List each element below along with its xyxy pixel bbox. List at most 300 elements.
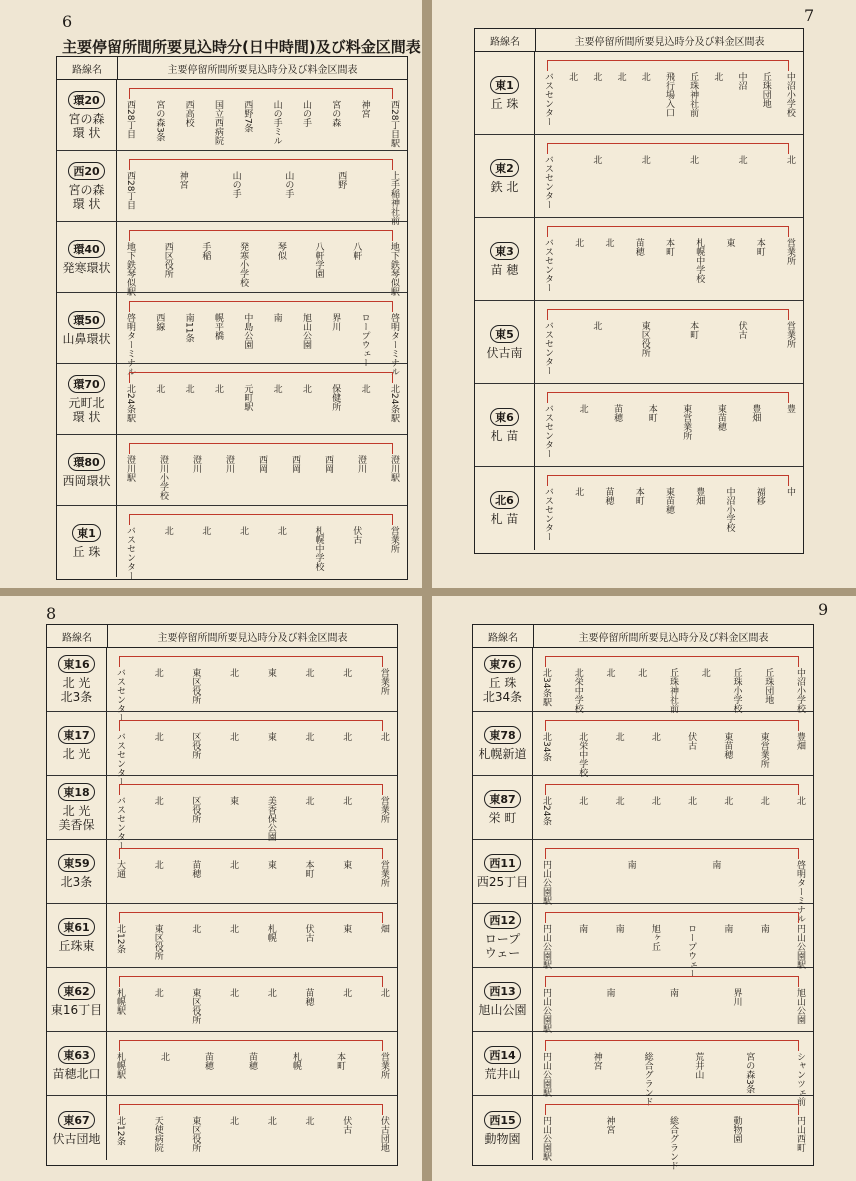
stop-name: 北 [303, 668, 314, 677]
stop-name: 荒井山 [693, 1052, 704, 1079]
route-diagram [107, 840, 397, 903]
stop-name: 北 [228, 732, 239, 741]
stop-name: 北 [794, 796, 805, 805]
stop-list [541, 924, 805, 978]
route-diagram [533, 1096, 813, 1170]
stop-name: 伏古 [341, 1116, 352, 1134]
table-row [57, 222, 407, 296]
route-name-cell [473, 712, 533, 775]
route-name-cell [473, 904, 533, 967]
stop-list [125, 171, 399, 225]
stop-name: 旭山公園 [795, 988, 805, 1024]
stop-name: 北 [686, 796, 697, 805]
stop-name: 上手稲神社前 [388, 171, 399, 225]
route-diagram [107, 776, 397, 850]
route-badge: 西14 [484, 1046, 520, 1064]
fare-zone-line [545, 1040, 799, 1051]
stop-name: バスセンター [115, 796, 125, 850]
route-name-cell [47, 904, 107, 967]
route-name: 環 状 [72, 125, 101, 140]
route-diagram [533, 776, 813, 839]
stop-name: 豊 [784, 404, 795, 413]
stop-name: 北 [722, 796, 733, 805]
stop-list [543, 72, 795, 129]
stop-name: 界川 [731, 988, 742, 1006]
stop-list [125, 526, 399, 580]
route-name: 丘珠東 [58, 939, 95, 953]
route-badge: 東67 [58, 1111, 94, 1129]
header-route-name: 路線名 [475, 29, 536, 51]
stop-name: 界川 [330, 313, 341, 331]
stop-name: 区役所 [190, 732, 201, 759]
stop-name: 神宮 [177, 171, 188, 189]
stop-name: 北 [265, 1116, 276, 1125]
fare-zone-line [129, 159, 393, 170]
route-diagram [535, 135, 803, 217]
stop-name: 神宮 [604, 1116, 615, 1134]
stop-name: 発寒小学校 [238, 242, 249, 287]
stop-name: 保健所 [330, 384, 341, 411]
stop-name: 苗穂 [633, 238, 644, 256]
route-table [472, 624, 814, 1170]
route-name: 動物園 [484, 1131, 521, 1146]
route-table [56, 56, 408, 580]
stop-name: 北 [341, 732, 352, 741]
stop-list [115, 668, 389, 722]
stop-list [125, 100, 399, 148]
stop-name: ロープウェー [686, 924, 697, 978]
stop-name: 丘珠神社前 [668, 668, 678, 713]
route-name: 東16丁目 [50, 1003, 103, 1017]
route-badge: 東16 [58, 655, 94, 673]
stop-name: 北 [228, 668, 239, 677]
table-row [57, 506, 407, 580]
stop-name: 中沼小学校 [784, 72, 795, 117]
stop-name: 北 [604, 668, 615, 677]
route-name-cell [57, 364, 117, 434]
stop-name: 北 [615, 72, 626, 81]
stop-name: 東 [341, 924, 352, 933]
stop-name: 東営業所 [758, 732, 769, 768]
stop-name: 八軒学園 [313, 242, 324, 278]
stop-name: 北24条駅 [125, 384, 135, 423]
stop-name: 東苗穂 [664, 487, 674, 514]
stop-name: 円山西町 [795, 1116, 805, 1152]
stop-name: 飛行場入口 [663, 72, 674, 117]
stop-name: 啓明ターミナル [388, 313, 399, 376]
stop-name: 旭ヶ丘 [649, 924, 660, 951]
fare-zone-line [547, 309, 789, 320]
stop-name: 西線 [154, 313, 165, 331]
stop-name: 総合グランド [668, 1116, 678, 1170]
stop-name: 札幌中学校 [313, 526, 324, 571]
stop-list [125, 313, 399, 376]
stop-name: 円山公園駅 [541, 924, 551, 969]
stop-name: 北 [649, 732, 660, 741]
stop-list [115, 924, 389, 962]
stop-name: 札幌中学校 [694, 238, 705, 283]
table-row [473, 776, 813, 840]
route-badge: 東5 [490, 325, 519, 343]
route-diagram [117, 506, 407, 580]
stop-name: 東区役所 [639, 321, 650, 357]
route-name-cell [47, 840, 107, 903]
route-diagram [535, 384, 803, 466]
stop-name: 本町 [664, 238, 674, 256]
stop-name: 北 [736, 155, 747, 164]
stop-name: 琴似 [275, 242, 286, 260]
stop-name: 本町 [303, 860, 314, 878]
stop-name: 天使病院 [152, 1116, 163, 1152]
table-row [475, 384, 803, 467]
header-route-name: 路線名 [47, 625, 108, 647]
stop-name: 札幌駅 [115, 1052, 125, 1079]
fare-zone-line [129, 230, 393, 241]
stop-name: 北 [591, 72, 602, 81]
stop-name: 南 [668, 988, 678, 997]
route-name: 北 光 [62, 676, 91, 690]
route-name: 栄 町 [488, 811, 517, 825]
route-name-cell [47, 968, 107, 1031]
stop-name: 総合グランド [642, 1052, 653, 1106]
stop-name: 啓明ターミナル [794, 860, 805, 923]
stop-list [543, 487, 795, 544]
stop-name: 苗穂 [303, 988, 314, 1006]
stop-name: 北 [341, 796, 352, 805]
route-diagram [117, 293, 407, 376]
page-6 [0, 0, 422, 588]
table-row [57, 293, 407, 376]
stop-name: 北 [359, 384, 370, 393]
route-name-cell [475, 301, 535, 383]
stop-name: 営業所 [388, 526, 399, 553]
stop-name: 北 [591, 155, 602, 164]
table-row [475, 467, 803, 550]
fare-zone-line [119, 784, 383, 795]
route-badge: 東2 [490, 159, 519, 177]
header-route-name: 路線名 [473, 625, 534, 647]
stop-name: 円山公園駅 [541, 1052, 551, 1097]
stop-name: 札幌 [265, 924, 276, 942]
route-badge: 東3 [490, 242, 519, 260]
stop-name: 北24条駅 [388, 384, 399, 423]
stop-name: 北 [228, 1116, 239, 1125]
stop-name: 北 [784, 155, 795, 164]
stop-name: 東苗穂 [715, 404, 726, 431]
stop-name: 豊畑 [794, 732, 805, 750]
table-row [473, 1096, 813, 1170]
table-row [475, 135, 803, 218]
stop-name: 北 [200, 526, 211, 535]
stop-name: 北 [228, 924, 239, 933]
route-name-cell [475, 218, 535, 300]
stop-name: 営業所 [379, 1052, 389, 1079]
page-7 [432, 0, 856, 588]
stop-name: 円山公園駅 [541, 860, 551, 905]
stop-name: 西高校 [183, 100, 194, 127]
stop-list [115, 796, 389, 850]
stop-name: 東区役所 [152, 924, 163, 960]
route-diagram [107, 648, 397, 722]
stop-name: バスセンター [543, 72, 553, 126]
fare-zone-line [545, 912, 799, 923]
stop-name: 中 [785, 487, 795, 496]
table-row [475, 301, 803, 384]
stop-name: 北栄中学校 [577, 732, 588, 777]
stop-name: 北 [341, 988, 352, 997]
route-badge: 東17 [58, 726, 94, 744]
route-badge: 東63 [58, 1046, 94, 1064]
route-badge: 東1 [72, 524, 101, 542]
stop-name: 西28丁目駅 [388, 100, 399, 148]
stop-name: 山の手 [300, 100, 311, 127]
stop-name: 南 [625, 860, 636, 869]
stop-name: 南 [577, 924, 588, 933]
stop-name: 北 [183, 384, 194, 393]
route-diagram [117, 435, 407, 505]
route-name-cell [473, 1096, 533, 1160]
route-name-cell [473, 1032, 533, 1095]
route-diagram [117, 80, 407, 150]
route-badge: 環20 [68, 91, 104, 109]
route-name-cell [475, 52, 535, 134]
route-name-cell [473, 776, 533, 839]
fare-zone-line [119, 912, 383, 923]
fare-zone-line [545, 1104, 799, 1115]
stop-name: 北 [567, 72, 578, 81]
stop-name: 本町 [633, 487, 644, 505]
stop-name: 東 [265, 860, 276, 869]
route-name: 発寒環状 [62, 260, 111, 275]
stop-list [543, 238, 795, 295]
stop-list [115, 988, 389, 1026]
stop-name: 豊畑 [750, 404, 761, 422]
route-name-cell [473, 968, 533, 1031]
fare-zone-line [547, 392, 789, 403]
route-name-cell [47, 776, 107, 839]
header-body: 主要停留所間所要見込時分及び料金区間表 [167, 64, 358, 76]
route-diagram [107, 1096, 397, 1160]
stop-name: 宮の森3条 [744, 1052, 755, 1094]
header-route-name: 路線名 [57, 57, 118, 79]
page-number: 9 [818, 600, 829, 619]
stop-name: 営業所 [378, 796, 389, 823]
stop-name: 丘珠小学校 [731, 668, 742, 713]
route-name: 伏古団地 [52, 1131, 101, 1146]
stop-name: 南 [613, 924, 624, 933]
stop-name: 本町 [754, 238, 765, 256]
stop-name: 北 [699, 668, 710, 677]
route-name: 丘 珠 [488, 676, 517, 690]
route-badge: 環70 [68, 375, 104, 393]
route-name: 西25丁目 [476, 875, 529, 889]
table-row [57, 151, 407, 225]
stop-name: 北 [378, 988, 389, 997]
stop-list [115, 732, 389, 786]
stop-list [541, 988, 805, 1033]
stop-name: 北12条 [115, 924, 125, 954]
route-diagram [533, 904, 813, 978]
stop-list [541, 1116, 805, 1170]
fare-zone-line [545, 784, 799, 795]
route-badge: 東78 [484, 726, 520, 744]
route-name-cell [57, 80, 117, 150]
fare-zone-line [129, 88, 393, 99]
stop-name: 西28丁目 [125, 171, 135, 210]
stop-name: 北 [712, 72, 723, 81]
stop-list [125, 242, 399, 296]
stop-list [125, 384, 399, 429]
fare-zone-line [129, 514, 393, 525]
fare-zone-line [129, 443, 393, 454]
route-badge: 西15 [484, 1111, 520, 1129]
stop-name: 福移 [754, 487, 765, 505]
fare-zone-line [129, 301, 393, 312]
stop-name: 営業所 [784, 321, 795, 348]
table-row [475, 52, 803, 135]
header-body: 主要停留所間所要見込時分及び料金区間表 [574, 36, 765, 48]
route-name: 西岡環状 [62, 473, 111, 488]
stop-name: 北 [378, 732, 389, 741]
route-name: 元町北 [68, 395, 105, 410]
route-badge: 環40 [68, 240, 104, 258]
fare-zone-line [119, 656, 383, 667]
route-name-cell [47, 1032, 107, 1095]
stop-name: 本町 [335, 1052, 345, 1070]
stop-name: 東区役所 [190, 988, 201, 1024]
route-diagram [535, 467, 803, 550]
stop-list [115, 860, 389, 898]
stop-name: 澄川 [356, 455, 366, 473]
stop-name: 北 [238, 526, 249, 535]
stop-name: 元町駅 [242, 384, 253, 411]
table-row [473, 968, 813, 1032]
stop-list [125, 455, 399, 500]
stop-name: 東 [265, 668, 276, 677]
stop-name: 澄川 [224, 455, 234, 473]
stop-name: 美香保公園 [265, 796, 276, 841]
stop-name: 北 [152, 796, 163, 805]
stop-name: 北 [159, 1052, 169, 1061]
stop-list [543, 404, 795, 461]
stop-name: 北 [152, 988, 163, 997]
route-name-cell [475, 467, 535, 550]
stop-name: 北 [190, 924, 201, 933]
stop-name: 東苗穂 [722, 732, 733, 759]
fare-zone-line [119, 1040, 383, 1051]
stop-name: シャンツェ前 [794, 1052, 805, 1106]
table-row [57, 80, 407, 151]
stop-name: 本町 [688, 321, 699, 339]
stop-name: 北 [613, 796, 624, 805]
stop-name: 札幌 [291, 1052, 301, 1070]
stop-name: 東区役所 [190, 668, 201, 704]
stop-name: 手稲 [200, 242, 211, 260]
stop-name: 国立西病院 [212, 100, 223, 145]
table-row [473, 648, 813, 712]
stop-name: 北 [758, 796, 769, 805]
fare-zone-line [119, 976, 383, 987]
stop-list [543, 155, 795, 212]
route-name: 旭山公園 [478, 1003, 527, 1017]
stop-list [541, 668, 805, 713]
stop-name: 本町 [646, 404, 657, 422]
route-name: 伏古南 [486, 345, 523, 360]
route-name: 北 光 [62, 804, 91, 818]
stop-name: 北 [228, 860, 239, 869]
fare-zone-line [119, 1104, 383, 1115]
stop-name: 北 [613, 732, 624, 741]
route-name: 札幌新道 [478, 747, 527, 761]
stop-name: 札幌駅 [115, 988, 125, 1015]
stop-name: 北 [152, 860, 163, 869]
route-name: 苗穂北口 [52, 1067, 101, 1081]
route-name: 美香保 [58, 818, 95, 832]
stop-name: 北 [162, 526, 173, 535]
fare-zone-line [545, 656, 799, 667]
table-row [47, 840, 397, 904]
stop-name: 南 [271, 313, 282, 322]
stop-name: 北 [577, 404, 588, 413]
stop-name: 苗穂 [190, 860, 201, 878]
stop-name: 円山公園駅 [541, 1116, 551, 1161]
route-name-cell [473, 648, 533, 711]
route-table [474, 28, 804, 554]
stop-name: 北 [300, 384, 311, 393]
route-name: 丘 珠 [72, 545, 101, 559]
table-row [47, 648, 397, 722]
route-badge: 東61 [58, 918, 94, 936]
stop-name: 北 [636, 668, 647, 677]
route-badge: 環50 [68, 311, 104, 329]
stop-name: 営業所 [378, 860, 389, 887]
stop-name: 南 [722, 924, 733, 933]
stop-name: 北 [152, 732, 163, 741]
stop-name: 西野 [336, 171, 347, 189]
stop-name: 北 [303, 796, 314, 805]
stop-list [541, 860, 805, 923]
route-diagram [117, 222, 407, 296]
fare-zone-line [547, 143, 789, 154]
stop-name: 北 [154, 384, 165, 393]
stop-name: 西28丁目 [125, 100, 135, 139]
table-row [47, 1032, 397, 1096]
route-name-cell [57, 151, 117, 221]
stop-name: 旭山公園 [300, 313, 311, 349]
stop-name: 営業所 [785, 238, 795, 265]
stop-name: バスセンター [543, 238, 553, 292]
stop-name: 北12条 [115, 1116, 125, 1146]
stop-name: 澄川 [191, 455, 201, 473]
stop-name: 北 [639, 72, 650, 81]
stop-name: 宮の森 [330, 100, 341, 127]
route-badge: 東6 [490, 408, 519, 426]
table-row [57, 435, 407, 506]
table-header [57, 57, 407, 80]
route-name: 北34条 [482, 690, 523, 704]
route-name: 苗 穂 [490, 262, 519, 277]
stop-name: バスセンター [543, 321, 553, 375]
route-name-cell [57, 506, 117, 577]
route-name-cell [47, 648, 107, 711]
stop-name: 北 [303, 732, 314, 741]
table-row [475, 218, 803, 301]
stop-name: 中沼 [736, 72, 747, 90]
table-header [475, 29, 803, 52]
route-diagram [107, 1032, 397, 1095]
page-title: 主要停留所間所要見込時分(日中時間)及び料金区間表 [62, 38, 421, 56]
route-name: 北3条 [60, 690, 93, 704]
